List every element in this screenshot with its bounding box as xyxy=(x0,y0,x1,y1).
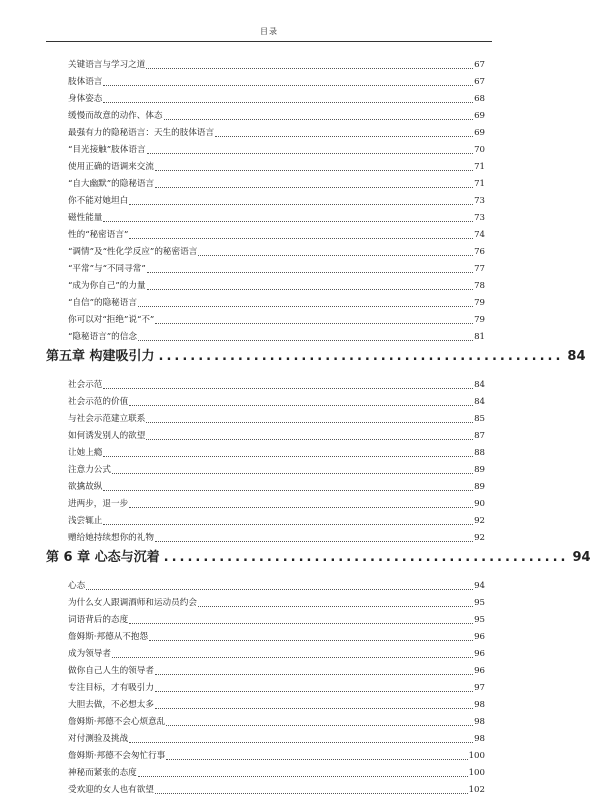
toc-entry[interactable] xyxy=(68,428,485,442)
toc-entry[interactable] xyxy=(68,663,485,677)
toc-entry-title: 专注目标，才有吸引力 xyxy=(68,683,154,693)
toc-entry-page: 87 xyxy=(474,431,485,441)
toc-entry-title: 关键语言与学习之道 xyxy=(68,60,146,70)
toc-entry-title: 做你自己人生的领导者 xyxy=(68,666,154,676)
chapter-leader: ................................................... xyxy=(158,349,564,364)
toc-entry[interactable] xyxy=(68,731,485,745)
toc-leader xyxy=(129,507,473,508)
toc-leader xyxy=(112,473,473,474)
toc-entry-title: 神秘而紧张的态度 xyxy=(68,768,137,778)
toc-entry-title: 进两步，退一步 xyxy=(68,499,129,509)
toc-leader xyxy=(147,153,474,154)
toc-entry-title: 社会示范的价值 xyxy=(68,397,129,407)
toc-entry[interactable] xyxy=(68,595,485,609)
toc-entry-page: 95 xyxy=(474,615,485,625)
chapter-leader: ................................................... xyxy=(163,550,569,565)
toc-entry[interactable] xyxy=(68,159,485,173)
toc-entry-page: 79 xyxy=(474,298,485,308)
toc-leader xyxy=(103,85,473,86)
toc-entry-title: 肢体语言 xyxy=(68,77,103,87)
toc-leader xyxy=(129,623,473,624)
toc-entry[interactable] xyxy=(68,612,485,626)
toc-entry-title: 浅尝辄止 xyxy=(68,516,103,526)
toc-leader xyxy=(155,708,473,709)
toc-leader xyxy=(138,340,473,341)
toc-entry[interactable] xyxy=(68,496,485,510)
chapter-heading-6[interactable] xyxy=(46,546,591,566)
toc-entry[interactable] xyxy=(68,57,485,71)
toc-entry-page: 89 xyxy=(474,482,485,492)
toc-leader xyxy=(129,238,473,239)
toc-entry[interactable] xyxy=(68,312,485,326)
toc-entry[interactable] xyxy=(68,765,485,779)
toc-entry[interactable] xyxy=(68,176,485,190)
toc-leader xyxy=(146,439,473,440)
toc-leader xyxy=(103,524,473,525)
chapter-title: 第五章 构建吸引力 xyxy=(46,349,155,364)
toc-entry-page: 76 xyxy=(474,247,485,257)
toc-entry-page: 88 xyxy=(474,448,485,458)
toc-entry-title: 赠给她持续想你的礼物 xyxy=(68,533,154,543)
toc-entry-page: 73 xyxy=(474,213,485,223)
toc-entry-page: 100 xyxy=(468,768,485,778)
toc-leader xyxy=(198,606,473,607)
toc-entry[interactable] xyxy=(68,210,485,224)
toc-entry[interactable] xyxy=(68,782,485,796)
toc-leader xyxy=(149,640,473,641)
toc-entry-title: 词语背后的态度 xyxy=(68,615,129,625)
toc-entry-title: “调情”及“性化学反应”的秘密语言 xyxy=(68,247,198,257)
toc-entry-title: “成为你自己”的力量 xyxy=(68,281,146,291)
toc-entry-page: 84 xyxy=(474,397,485,407)
toc-entry[interactable] xyxy=(68,479,485,493)
toc-entry-title: 欲擒故纵 xyxy=(68,482,103,492)
toc-entry-page: 79 xyxy=(474,315,485,325)
toc-entry-title: 你可以对“拒绝”说“不” xyxy=(68,315,155,325)
toc-entry-title: 心态 xyxy=(68,581,86,591)
toc-leader xyxy=(103,221,473,222)
page-header-title: 目录 xyxy=(260,27,278,36)
toc-entry-page: 96 xyxy=(474,649,485,659)
toc-entry-title: 身体姿态 xyxy=(68,94,103,104)
toc-entry[interactable] xyxy=(68,244,485,258)
toc-entry-title: 让她上瘾 xyxy=(68,448,103,458)
toc-entry-title: 使用正确的语调来交流 xyxy=(68,162,154,172)
toc-entry-title: 大胆去做，不必想太多 xyxy=(68,700,154,710)
toc-entry-page: 96 xyxy=(474,632,485,642)
toc-leader xyxy=(86,589,473,590)
toc-leader xyxy=(155,541,473,542)
toc-entry[interactable] xyxy=(68,714,485,728)
toc-leader xyxy=(155,674,473,675)
toc-leader xyxy=(166,725,473,726)
toc-entry[interactable] xyxy=(68,125,485,139)
chapter-page: 84 xyxy=(567,349,586,364)
toc-entry-title: “自信”的隐秘语言 xyxy=(68,298,137,308)
chapter-title: 第 6 章 心态与沉着 xyxy=(46,550,160,565)
toc-leader xyxy=(155,691,473,692)
toc-entry-page: 94 xyxy=(474,581,485,591)
toc-entry-title: 你不能对她坦白 xyxy=(68,196,129,206)
toc-entry[interactable] xyxy=(68,629,485,643)
toc-leader xyxy=(155,170,473,171)
toc-entry-page: 68 xyxy=(474,94,485,104)
toc-entry-page: 98 xyxy=(474,734,485,744)
toc-leader xyxy=(103,456,473,457)
toc-entry-title: 詹姆斯·邦德不会心烦意乱 xyxy=(68,717,166,727)
toc-leader xyxy=(112,657,473,658)
toc-entry-title: “隐秘语言”的信念 xyxy=(68,332,137,342)
toc-leader xyxy=(138,306,473,307)
toc-entry-page: 92 xyxy=(474,533,485,543)
toc-entry-page: 90 xyxy=(474,499,485,509)
toc-entry-title: 社会示范 xyxy=(68,380,103,390)
toc-entry-title: “目光接触”肢体语言 xyxy=(68,145,146,155)
toc-entry[interactable] xyxy=(68,530,485,544)
toc-leader xyxy=(147,272,473,273)
toc-entry[interactable] xyxy=(68,377,485,391)
chapter-page: 94 xyxy=(572,550,591,565)
toc-entry-page: 95 xyxy=(474,598,485,608)
toc-entry-page: 70 xyxy=(474,145,485,155)
toc-entry[interactable] xyxy=(68,91,485,105)
toc-entry-title: 詹姆斯·邦德从不抱怨 xyxy=(68,632,149,642)
toc-leader xyxy=(129,204,473,205)
toc-entry[interactable] xyxy=(68,578,485,592)
toc-entry-page: 71 xyxy=(474,162,485,172)
toc-entry[interactable] xyxy=(68,680,485,694)
toc-entry-page: 97 xyxy=(474,683,485,693)
toc-leader xyxy=(103,490,473,491)
toc-entry-title: 如何诱发别人的欲望 xyxy=(68,431,146,441)
toc-entry-page: 84 xyxy=(474,380,485,390)
toc-entry[interactable] xyxy=(68,646,485,660)
toc-entry-title: 对付测验及挑战 xyxy=(68,734,129,744)
toc-leader xyxy=(103,102,473,103)
toc-entry-page: 102 xyxy=(468,785,485,795)
toc-entry[interactable] xyxy=(68,411,485,425)
toc-entry-title: 性的“秘密语言” xyxy=(68,230,129,240)
toc-leader xyxy=(198,255,473,256)
toc-entry-title: “平常”与“不同寻常” xyxy=(68,264,146,274)
toc-leader xyxy=(129,405,473,406)
toc-entry[interactable] xyxy=(68,329,485,343)
toc-entry[interactable] xyxy=(68,193,485,207)
toc-entry-title: 与社会示范建立联系 xyxy=(68,414,146,424)
toc-entry[interactable] xyxy=(68,108,485,122)
toc-leader xyxy=(155,187,473,188)
toc-entry[interactable] xyxy=(68,697,485,711)
toc-entry-page: 69 xyxy=(474,111,485,121)
toc-leader xyxy=(155,323,473,324)
toc-entry-title: 最强有力的隐秘语言：天生的肢体语言 xyxy=(68,128,215,138)
toc-entry-page: 92 xyxy=(474,516,485,526)
toc-entry-page: 67 xyxy=(474,77,485,87)
toc-entry-page: 74 xyxy=(474,230,485,240)
toc-entry-title: 詹姆斯·邦德不会匆忙行事 xyxy=(68,751,166,761)
toc-entry-page: 85 xyxy=(474,414,485,424)
toc-entry-title: 磁性能量 xyxy=(68,213,103,223)
toc-leader xyxy=(155,793,468,794)
toc-entry-page: 100 xyxy=(468,751,485,761)
toc-entry-page: 69 xyxy=(474,128,485,138)
toc-entry-page: 71 xyxy=(474,179,485,189)
toc-entry[interactable] xyxy=(68,142,485,156)
toc-leader xyxy=(103,388,473,389)
toc-entry-title: 受欢迎的女人也有欲望 xyxy=(68,785,154,795)
toc-entry-title: 注意力公式 xyxy=(68,465,111,475)
toc-entry[interactable] xyxy=(68,513,485,527)
toc-entry-title: 为什么女人跟调酒师和运动员约会 xyxy=(68,598,197,608)
toc-entry[interactable] xyxy=(68,278,485,292)
toc-entry-title: 成为领导者 xyxy=(68,649,111,659)
toc-entry[interactable] xyxy=(68,394,485,408)
toc-leader xyxy=(129,742,473,743)
toc-entry-page: 77 xyxy=(474,264,485,274)
toc-leader xyxy=(138,776,468,777)
toc-entry[interactable] xyxy=(68,261,485,275)
toc-leader xyxy=(146,68,473,69)
toc-leader xyxy=(147,289,474,290)
toc-leader xyxy=(166,759,467,760)
toc-entry[interactable] xyxy=(68,462,485,476)
toc-entry-page: 67 xyxy=(474,60,485,70)
toc-leader xyxy=(215,136,473,137)
toc-entry[interactable] xyxy=(68,227,485,241)
toc-entry-page: 73 xyxy=(474,196,485,206)
toc-entry[interactable] xyxy=(68,445,485,459)
toc-entry-page: 81 xyxy=(474,332,485,342)
header-rule xyxy=(46,41,492,42)
toc-entry-page: 96 xyxy=(474,666,485,676)
toc-entry-page: 98 xyxy=(474,700,485,710)
toc-entry-title: “自大幽默”的隐秘语言 xyxy=(68,179,155,189)
toc-entry-page: 89 xyxy=(474,465,485,475)
chapter-heading-5[interactable] xyxy=(46,345,586,365)
toc-leader xyxy=(164,119,474,120)
toc-entry-title: 缓慢而故意的动作、体态 xyxy=(68,111,163,121)
toc-leader xyxy=(146,422,473,423)
toc-entry-page: 78 xyxy=(474,281,485,291)
toc-entry[interactable] xyxy=(68,748,485,762)
toc-entry[interactable] xyxy=(68,74,485,88)
toc-entry-page: 98 xyxy=(474,717,485,727)
toc-entry[interactable] xyxy=(68,295,485,309)
